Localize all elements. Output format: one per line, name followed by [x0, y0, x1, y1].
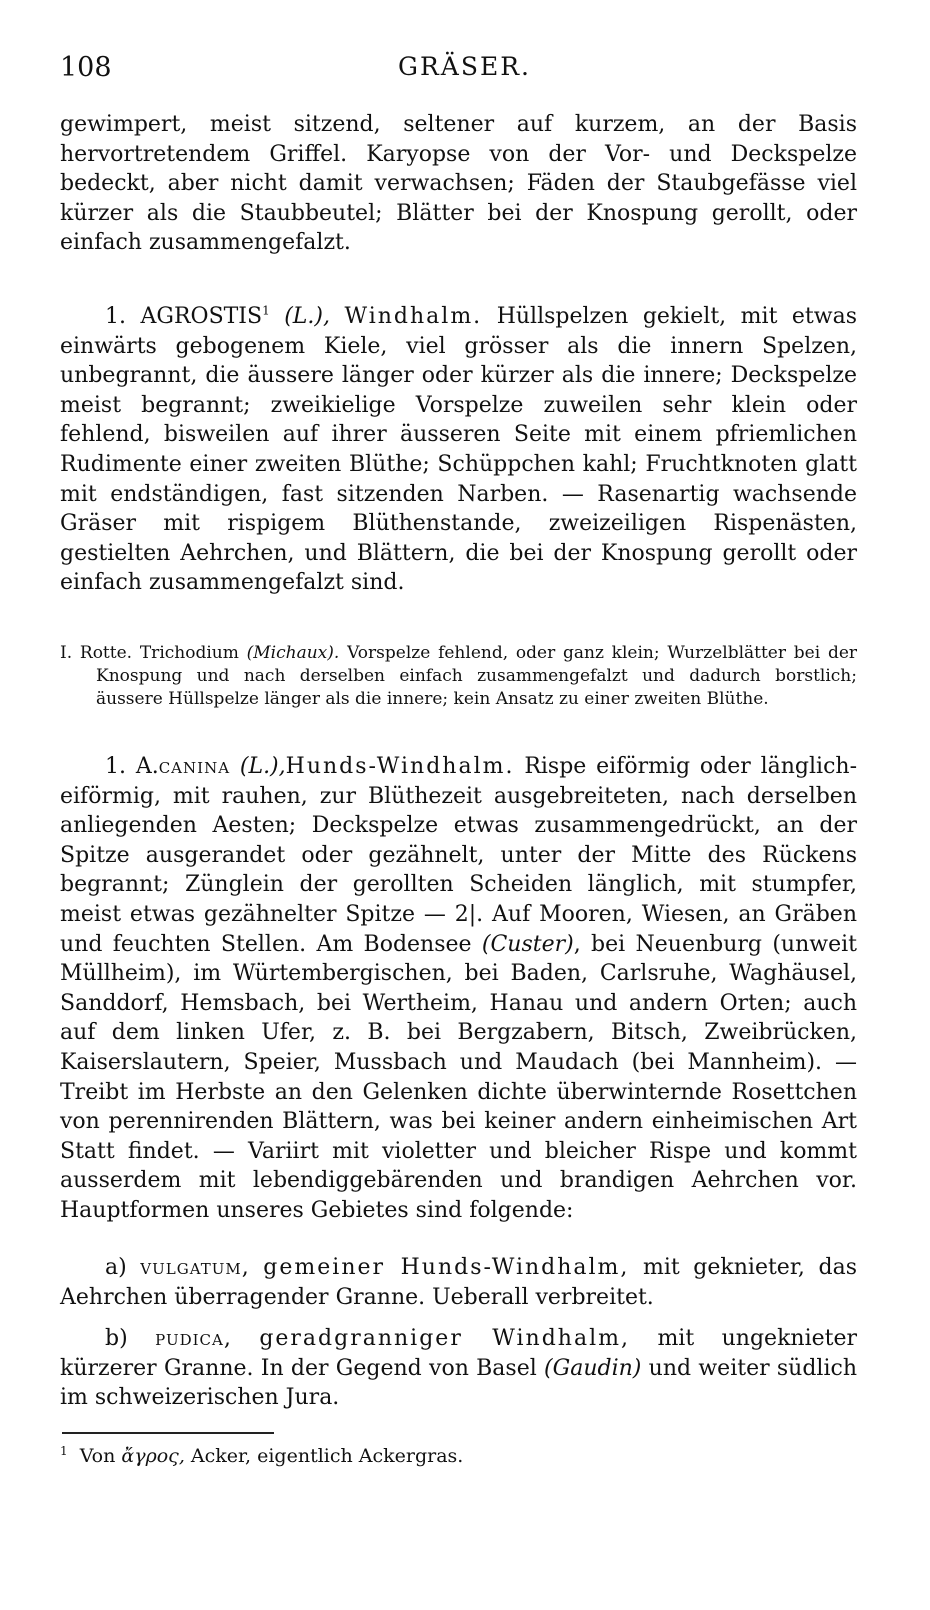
- species-description: Rispe eiförmig oder länglich-eiförmig, mit rauhen, zur Blüthezeit ausgebreiteten, nach derselben anliegenden Aesten; Deckspelze etwas zusammengedrückt, an der Spitze ausgerandet oder gezähnelt, unter der Mitte des Rückens begrannt; Zünglein der gerollten Scheiden länglich, mit stumpfer, meist etwas gezähnelter Spitze — 2|. Auf Mooren, Wiesen, an Gräben und feuchten Stellen. Am Bodensee: [60, 754, 857, 957]
- variety-a-description: mit geknieter, das Aehrchen überragender Granne. Ueberall verbreitet.: [60, 1255, 857, 1310]
- intro-paragraph: [60, 110, 857, 258]
- variety-b-description-continued: und weiter südlich im schweizerischen Jura.: [60, 1355, 857, 1411]
- variety-b-description: mit ungeknieter kürzerer Granne. In der Gegend von Basel: [60, 1326, 857, 1381]
- species-author: (L.),: [239, 754, 286, 779]
- rotte-label: I. Rotte. Trichodium: [60, 643, 239, 663]
- footnote-text-continued: Acker, eigentlich Ackergras.: [190, 1445, 464, 1467]
- genus-number: 1.: [105, 304, 126, 329]
- intro-text: gewimpert, meist sitzend, seltener auf kurzem, an der Basis hervortretendem Griffel. Karyopse von der Vor- und Deckspelze bedeckt, aber nicht damit verwachsen; Fäden der Staubgefässe viel kürzer als die Staubbeutel; Blätter bei der Knospung gerollt, oder einfach zusammengefalzt.: [60, 112, 857, 256]
- footnote-greek-word: ἄγρος,: [121, 1445, 185, 1467]
- variety-a-marker: a): [105, 1255, 127, 1280]
- rotte-author: (Michaux).: [246, 643, 340, 663]
- genus-common-name: Windhalm.: [344, 304, 483, 329]
- page-header: [60, 52, 870, 92]
- species-canina-paragraph: [60, 752, 857, 1226]
- variety-a-name: vulgatum,: [140, 1255, 250, 1280]
- species-description-continued: , bei Neuenburg (unweit Müllheim), im Würtembergischen, bei Baden, Carlsruhe, Waghäusel, Sanddorf, Hemsbach, bei Wertheim, Hanau und andern Orten; auch auf dem linken Ufer, z. B. bei Bergzabern, Bitsch, Zweibrücken, Kaiserslautern, Speier, Mussbach und Maudach (bei Mannheim). — Treibt im Herbste an den Gelenken dichte überwinternde Rosettchen von perennirenden Blättern, was bei keiner andern einheimischen Art Statt findet. — Variirt mit violetter und bleicher Rispe und kommt ausserdem mit lebendiggebärenden und brandigen Aehrchen vor. Hauptformen unseres Gebietes sind folgende:: [60, 931, 857, 1223]
- species-common-name: Hunds-Windhalm.: [285, 754, 515, 779]
- variety-b-common-name: geradgranniger Windhalm,: [259, 1326, 630, 1351]
- footnote-text: Von: [79, 1445, 116, 1467]
- footnote-mark: 1: [60, 1443, 68, 1458]
- section-rotte-paragraph: [60, 642, 857, 712]
- species-name: canina: [158, 754, 231, 779]
- rotte-description: Vorspelze fehlend, oder ganz klein; Wurzelblätter bei der Knospung und nach derselben einfach zusammengefalzt und dadurch borstlich; äussere Hüllspelze länger als die innere; kein Ansatz zu einer zweiten Blüthe.: [96, 643, 858, 710]
- genus-description: Hüllspelzen gekielt, mit etwas einwärts gebogenem Kiele, viel grösser als die innern Spelzen, unbegrannt, die äussere länger oder kürzer als die innere; Deckspelze meist begrannt; zweikielige Vorspelze zuweilen sehr klein oder fehlend, bisweilen auf ihrer äusseren Seite mit einem pfriemlichen Rudimente einer zweiten Blüthe; Schüppchen kahl; Fruchtknoten glatt mit endständigen, fast sitzenden Narben. — Rasenartig wachsende Gräser mit rispigem Blüthenstande, zweizeiligen Rispenästen, gestielten Aehrchen, und Blättern, die bei der Knospung gerollt oder einfach zusammengefalzt sind.: [60, 304, 857, 596]
- variety-b-paragraph: [60, 1324, 857, 1413]
- variety-b-name: pudica,: [155, 1326, 232, 1351]
- page-number: 108: [60, 52, 112, 83]
- variety-b-collector: (Gaudin): [544, 1355, 642, 1381]
- genus-name: AGROSTIS: [140, 304, 263, 329]
- genus-agrostis-paragraph: [60, 302, 857, 598]
- footnote: [60, 1443, 857, 1469]
- variety-b-marker: b): [105, 1326, 128, 1351]
- genus-author: (L.),: [284, 304, 330, 329]
- variety-a-paragraph: [60, 1253, 857, 1312]
- species-collector: (Custer): [481, 931, 574, 957]
- footnote-divider: [62, 1432, 274, 1434]
- footnote-reference: 1: [262, 303, 270, 318]
- running-head: GRÄSER.: [398, 52, 531, 81]
- species-number: 1. A.: [105, 754, 159, 779]
- variety-a-common-name: gemeiner Hunds-Windhalm,: [263, 1255, 630, 1280]
